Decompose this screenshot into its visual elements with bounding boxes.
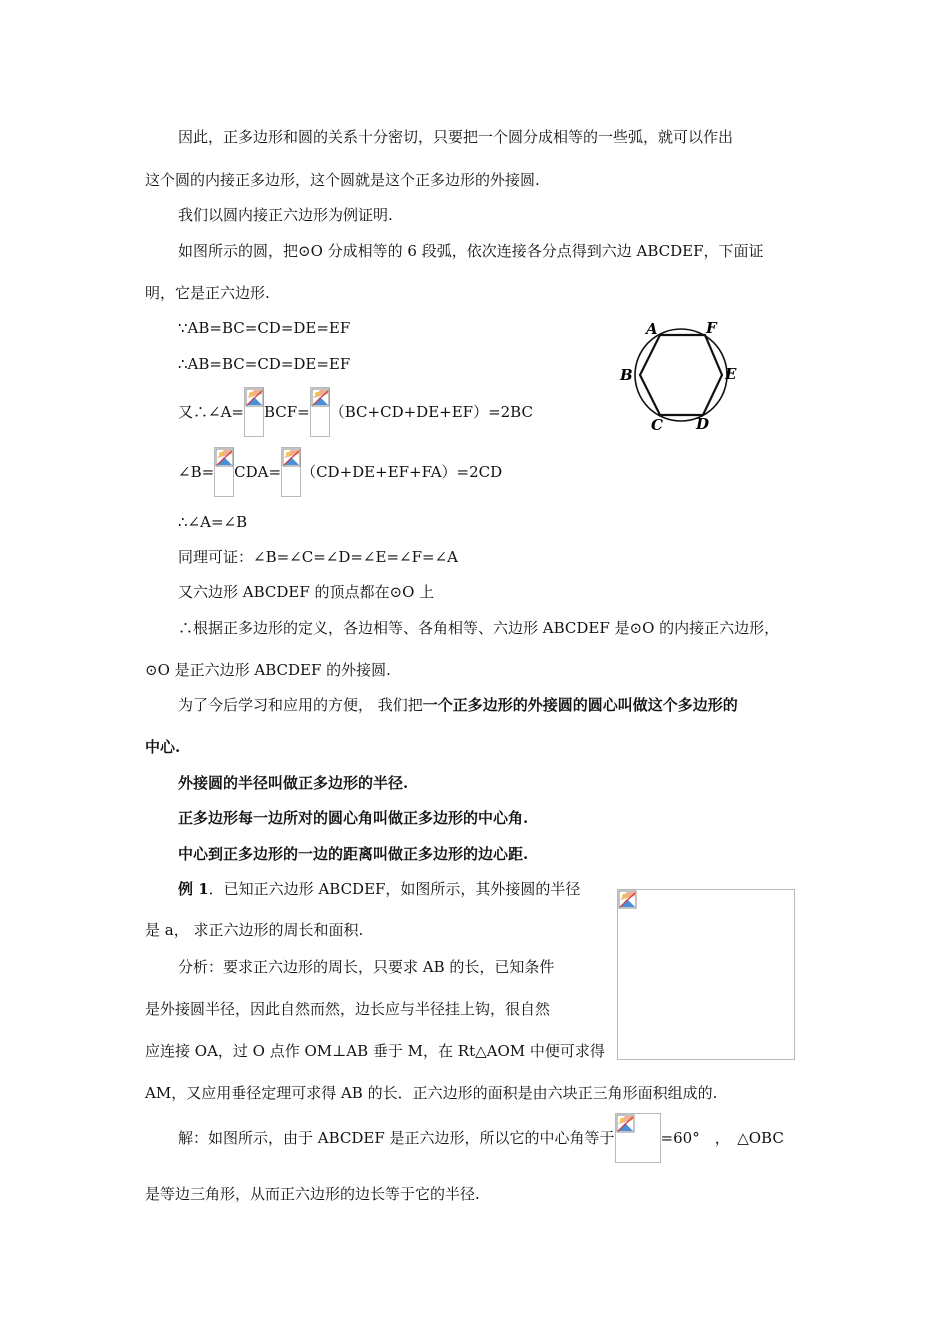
formula-image-placeholder xyxy=(244,387,264,437)
example-line xyxy=(178,879,580,899)
proof-statement: 又六边形 ABCDEF 的顶点都在⊙O 上 xyxy=(178,583,435,601)
proof-statement: 同理可证：∠B=∠C=∠D=∠E=∠F=∠A xyxy=(178,548,458,566)
proof-statement: ∴根据正多边形的定义，各边相等、各角相等、六边形 ABCDEF 是⊙O 的内接正六边形， xyxy=(178,619,780,637)
paragraph-line: 明，它是正六边形. xyxy=(145,284,270,302)
regular-hexagon xyxy=(640,335,722,415)
broken-image-icon xyxy=(282,448,302,468)
formula-image-placeholder xyxy=(214,447,234,497)
analysis-line: AM，又应用垂径定理可求得 AB 的长．正六边形的面积是由六块正三角形面积组成的. xyxy=(145,1084,718,1102)
proof-text: （CD+DE+EF+FA）=2CD xyxy=(301,463,503,481)
vertex-label-b: B xyxy=(620,366,633,384)
vertex-label-d: D xyxy=(696,415,710,433)
paragraph-line: 因此，正多边形和圆的关系十分密切，只要把一个圆分成相等的一些弧，就可以作出 xyxy=(178,128,734,146)
solution-line xyxy=(178,1112,784,1164)
paragraph-line: 我们以圆内接正六边形为例证明. xyxy=(178,206,393,224)
broken-image-icon xyxy=(311,388,331,408)
vertex-label-e: E xyxy=(725,365,737,383)
solution-line: 是等边三角形，从而正六边形的边长等于它的半径. xyxy=(145,1185,480,1203)
proof-statement: ∴AB=BC=CD=DE=EF xyxy=(178,355,351,373)
proof-text: CDA= xyxy=(234,463,282,481)
broken-image-icon xyxy=(215,448,235,468)
definition-center: 一个正多边形的外接圆的圆心叫做这个多边形的 xyxy=(422,696,738,714)
proof-statement: ⊙O 是正六边形 ABCDEF 的外接圆. xyxy=(145,661,391,679)
definition-apothem: 中心到正多边形的一边的距离叫做正多边形的边心距. xyxy=(178,845,529,863)
broken-image-icon xyxy=(618,890,638,910)
formula-image-placeholder xyxy=(281,447,301,497)
analysis-line: 是外接圆半径，因此自然而然，边长应与半径挂上钩，很自然 xyxy=(145,1000,551,1018)
definition-line: 中心. xyxy=(145,738,181,756)
proof-statement: ∵AB=BC=CD=DE=EF xyxy=(178,319,351,337)
proof-statement xyxy=(178,446,502,498)
example-line: 是 a， 求正六边形的周长和面积. xyxy=(145,921,364,939)
circumscribed-circle xyxy=(635,329,727,421)
broken-image-icon xyxy=(616,1114,636,1134)
proof-text: 又∴∠A= xyxy=(178,403,244,421)
definition-intro: 为了今后学习和应用的方便， 我们把 xyxy=(178,696,423,714)
vertex-label-a: A xyxy=(646,320,658,338)
definition-line xyxy=(178,695,738,715)
proof-text: （BC+CD+DE+EF）=2BC xyxy=(329,403,533,421)
broken-image-icon xyxy=(245,388,265,408)
vertex-label-f: F xyxy=(706,319,717,337)
hexagon-in-circle-diagram xyxy=(615,315,745,435)
vertex-label-c: C xyxy=(651,416,663,434)
proof-statement xyxy=(178,386,533,438)
definition-central-angle: 正多边形每一边所对的圆心角叫做正多边形的中心角. xyxy=(178,809,529,827)
proof-statement: ∴∠A=∠B xyxy=(178,513,248,531)
example-label: 例 1 xyxy=(178,880,209,898)
proof-text: ∠B= xyxy=(178,463,215,481)
example-text: ．已知正六边形 ABCDEF，如图所示，其外接圆的半径 xyxy=(208,880,581,898)
analysis-line: 应连接 OA，过 O 点作 OM⊥AB 垂于 M，在 Rt△AOM 中便可求得 xyxy=(145,1042,605,1060)
formula-image-placeholder xyxy=(615,1113,661,1163)
definition-radius: 外接圆的半径叫做正多边形的半径. xyxy=(178,774,409,792)
solution-text: 解：如图所示，由于 ABCDEF 是正六边形，所以它的中心角等于 xyxy=(178,1129,615,1147)
analysis-line: 分析：要求正六边形的周长，只要求 AB 的长，已知条件 xyxy=(178,958,555,976)
formula-image-placeholder xyxy=(310,387,330,437)
paragraph-line: 这个圆的内接正多边形，这个圆就是这个正多边形的外接圆. xyxy=(145,171,540,189)
proof-text: BCF= xyxy=(263,403,310,421)
paragraph-line: 如图所示的圆，把⊙O 分成相等的 6 段弧，依次连接各分点得到六边 ABCDEF，下面证 xyxy=(178,242,764,260)
solution-text: =60° ， △OBC xyxy=(660,1129,784,1147)
example-figure-placeholder xyxy=(617,889,795,1060)
